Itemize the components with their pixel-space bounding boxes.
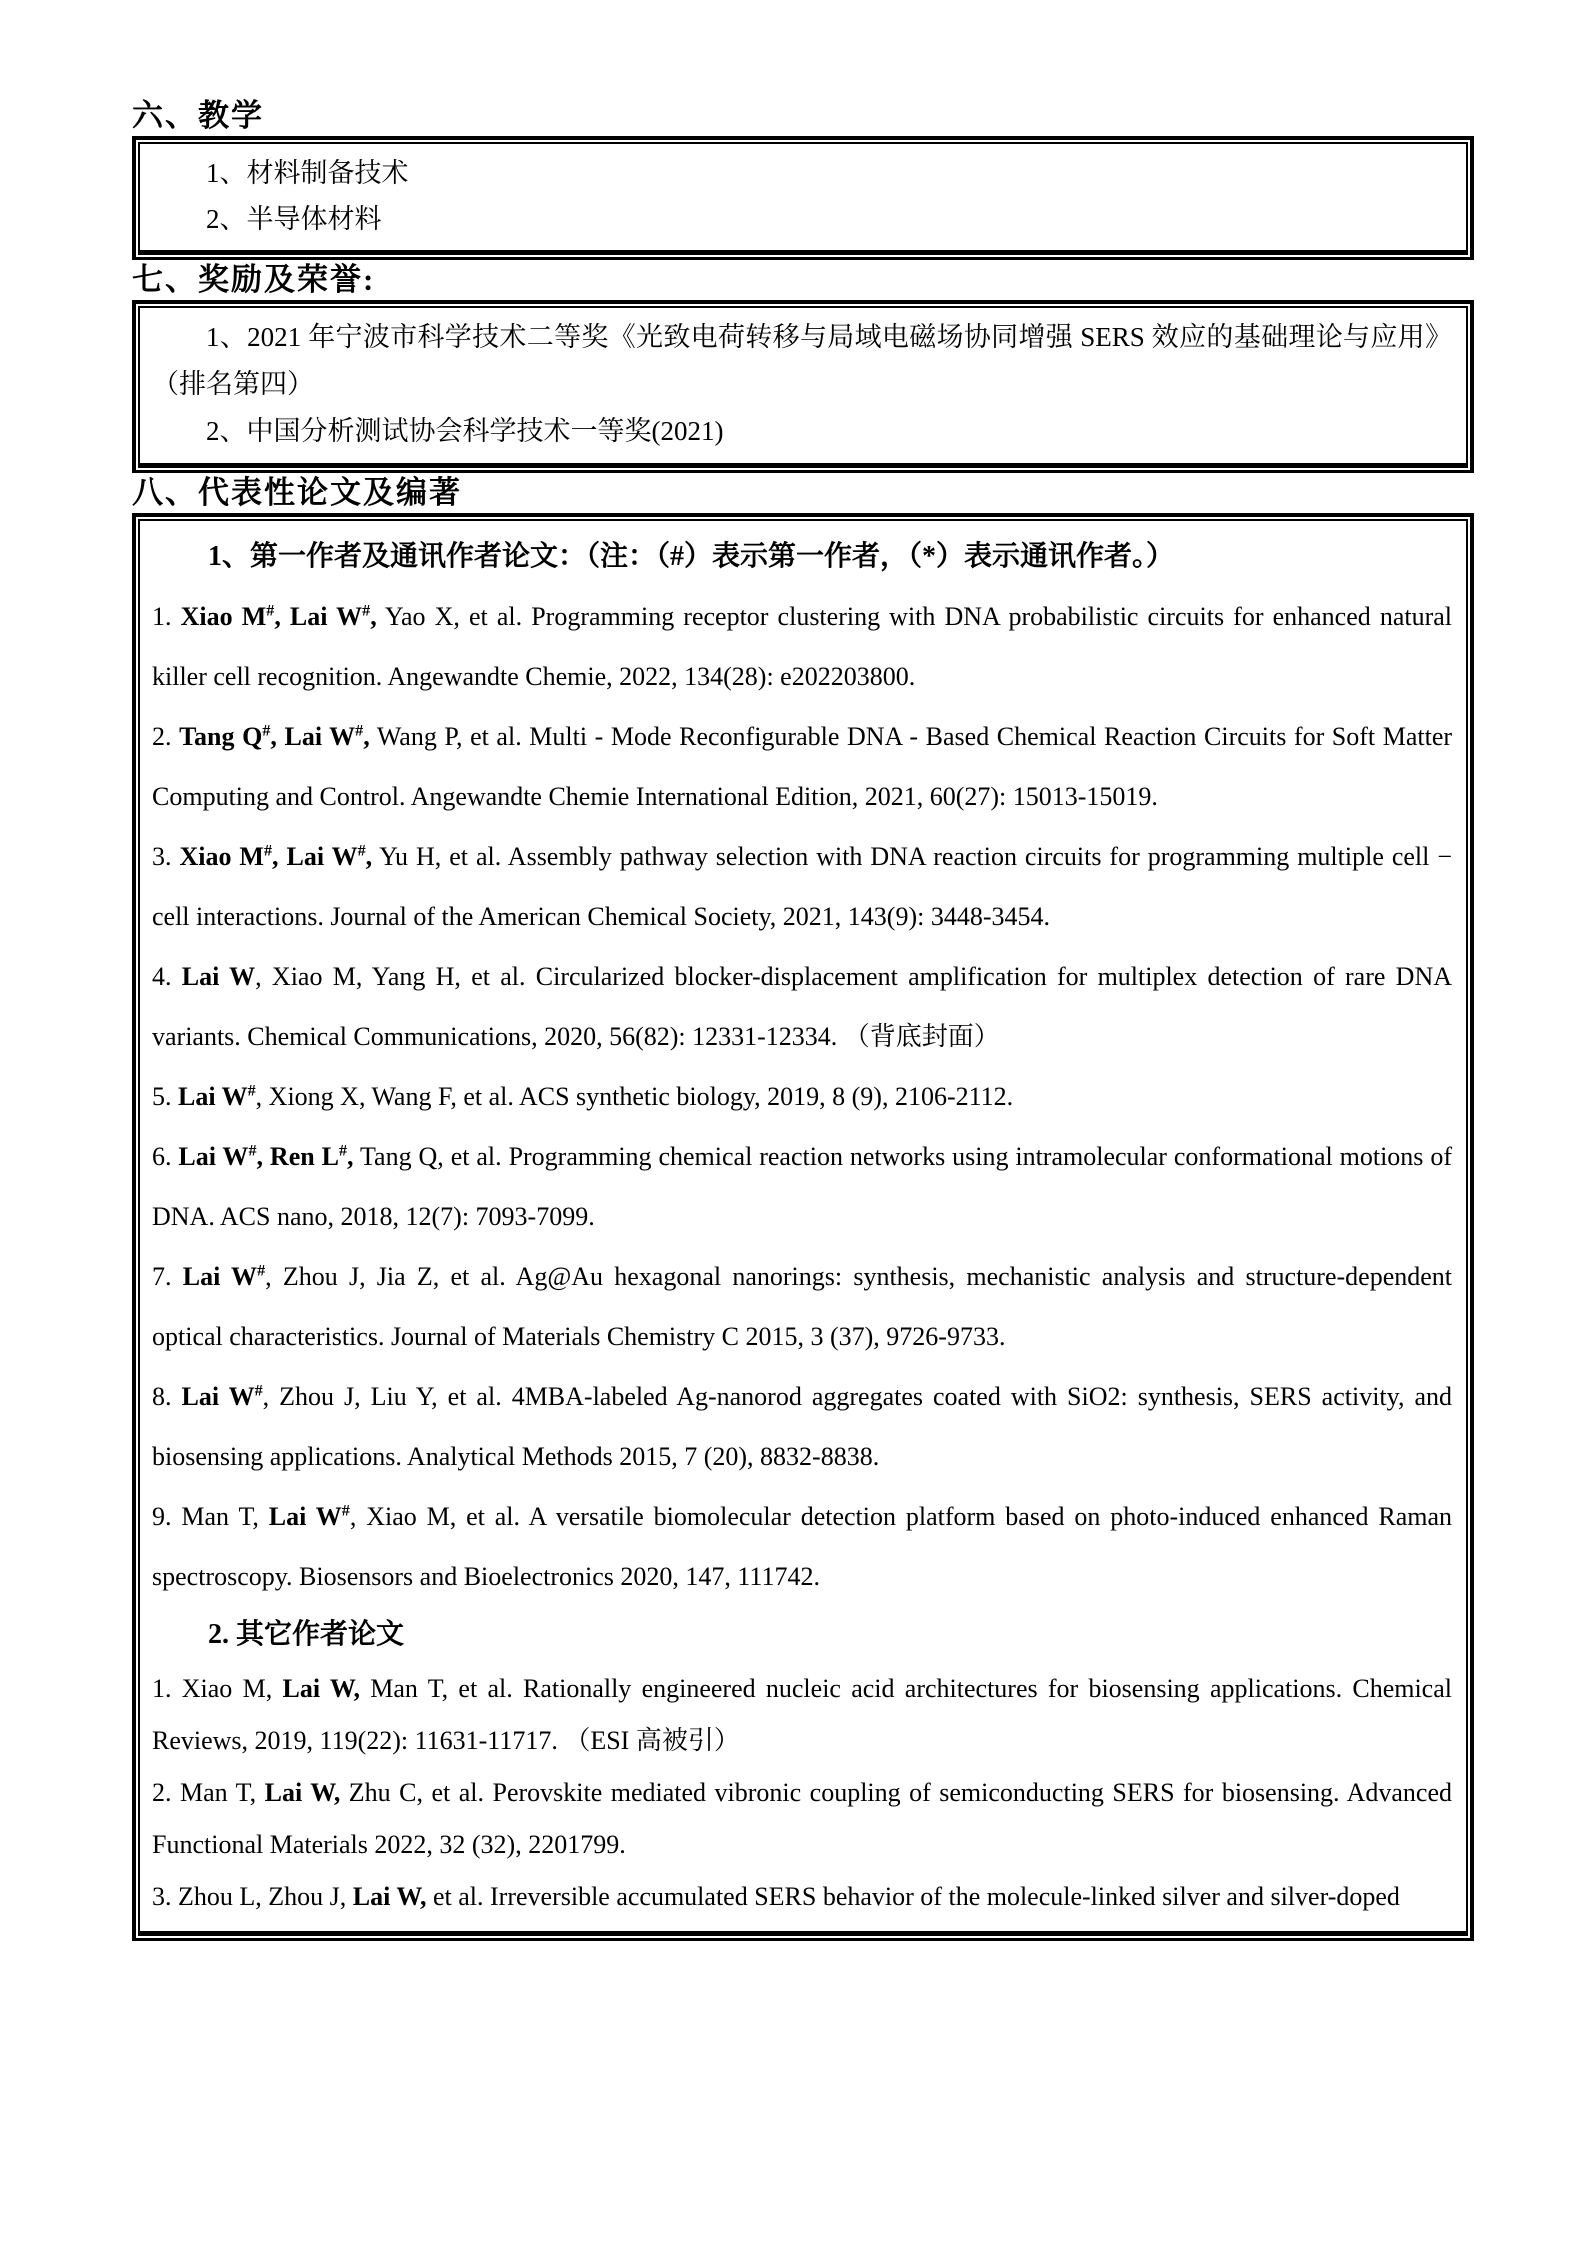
author-name: Xiao M: [180, 602, 267, 631]
text-segment: Yao X, et al. Programming receptor clustering with DNA probabilistic circuits for enhanced natural killer cell recognition. Angewandte Chemie, 2022, 134(28): e202203800.: [152, 602, 1453, 691]
author-name: ,: [256, 1142, 270, 1171]
text-segment: , Zhou J, Liu Y, et al. 4MBA-labeled Ag-nanorod aggregates coated with SiO2: synthesis, SERS activity, and biosensing applications. Analytical Methods 2015, 7 (20), 8832-8838.: [152, 1382, 1452, 1471]
author-name: ,: [419, 1882, 427, 1911]
award-item: 1、2021 年宁波市科学技术二等奖《光致电荷转移与局域电磁场协同增强 SERS 效应的基础理论与应用》（排名第四）: [152, 322, 1452, 399]
teaching-box-inner: [138, 142, 1468, 255]
text-segment: 8.: [152, 1382, 182, 1411]
author-name: Lai W: [268, 1502, 342, 1531]
section-publications-heading: 八、代表性论文及编著: [132, 475, 462, 510]
superscript-marker: #: [254, 1382, 263, 1400]
superscript-marker: #: [257, 1262, 266, 1280]
author-name: ,: [272, 842, 287, 871]
publication-item: [152, 1767, 1452, 1871]
superscript-marker: #: [266, 602, 275, 620]
author-name: ,: [333, 1778, 341, 1807]
text-segment: , Xiong X, Wang F, et al. ACS synthetic biology, 2019, 8 (9), 2106-2112.: [255, 1082, 1014, 1111]
author-name: Lai W: [282, 1674, 354, 1703]
text-segment: , Zhou J, Jia Z, et al. Ag@Au hexagonal nanorings: synthesis, mechanistic analysis and structure-dependent optical characteristics. Journal of Materials Chemistry C 2015, 3 (37), 9726-9733.: [152, 1262, 1452, 1351]
text-segment: Man T, et al. Rationally engineered nucleic acid architectures for biosensing applications. Chemical Reviews, 2019, 119(22): 11631-11717. （ESI 高被引）: [152, 1674, 1452, 1755]
text-segment: 9. Man T,: [152, 1502, 269, 1531]
publication-item: [152, 1127, 1452, 1247]
publication-item: [152, 1367, 1452, 1487]
text-segment: Yu H, et al. Assembly pathway selection with DNA reaction circuits for programming multiple cell − cell interactions. Journal of the American Chemical Society, 2021, 143(9): 3448-3454.: [152, 842, 1452, 931]
award-item: 2、中国分析测试协会科学技术一等奖(2021): [206, 416, 724, 446]
teaching-item: 2、半导体材料: [206, 204, 382, 234]
text-segment: Wang P, et al. Multi ‐ Mode Reconfigurable DNA ‐ Based Chemical Reaction Circuits for Soft Matter Computing and Control. Angewandte Chemie International Edition, 2021, 60(27): 15013-15019.: [152, 722, 1453, 811]
superscript-marker: #: [355, 722, 364, 740]
text-segment: 1. Xiao M,: [152, 1674, 283, 1703]
superscript-marker: #: [262, 722, 271, 740]
publications-box: [132, 513, 1474, 1941]
author-name: Lai W: [181, 1382, 255, 1411]
author-name: Xiao M: [179, 842, 264, 871]
author-name: ,: [365, 842, 373, 871]
author-name: ,: [347, 1142, 354, 1171]
author-name: Lai W: [178, 1142, 249, 1171]
text-segment: 3.: [152, 842, 180, 871]
author-name: Lai W: [182, 1262, 258, 1291]
author-name: Lai W: [264, 1778, 334, 1807]
text-segment: 3. Zhou L, Zhou J,: [152, 1882, 353, 1911]
first-author-section-header: 1、第一作者及通讯作者论文：（注：（#）表示第一作者，（*）表示通讯作者。）: [208, 541, 1175, 572]
author-name: Lai W: [178, 1082, 248, 1111]
author-name: Lai W: [352, 1882, 420, 1911]
publication-item: [152, 587, 1452, 707]
author-name: ,: [363, 722, 370, 751]
superscript-marker: #: [338, 1142, 348, 1160]
author-name: ,: [353, 1674, 360, 1703]
awards-box: [132, 300, 1474, 473]
author-name: Ren L: [269, 1142, 339, 1171]
text-segment: 2. Man T,: [152, 1778, 265, 1807]
superscript-marker: #: [247, 1082, 256, 1100]
publication-item: [152, 1487, 1452, 1607]
author-name: Lai W: [286, 842, 358, 871]
text-segment: 5.: [152, 1082, 178, 1111]
other-author-publication-list: [152, 1663, 1452, 1923]
text-segment: 6.: [152, 1142, 179, 1171]
author-name: Lai W: [181, 962, 256, 991]
publication-item: [152, 707, 1452, 827]
author-name: ,: [370, 602, 377, 631]
text-segment: Tang Q, et al. Programming chemical reaction networks using intramolecular conformational motions of DNA. ACS nano, 2018, 12(7): 7093-7099.: [152, 1142, 1452, 1231]
text-segment: Zhu C, et al. Perovskite mediated vibronic coupling of semiconducting SERS for biosensing. Advanced Functional Materials 2022, 32 (32), 2201799.: [152, 1778, 1453, 1859]
superscript-marker: #: [248, 1142, 257, 1160]
publication-item: [152, 827, 1452, 947]
publication-item: [152, 1067, 1452, 1127]
awards-box-inner: [138, 306, 1468, 468]
superscript-marker: #: [357, 842, 366, 860]
text-segment: 1.: [152, 602, 181, 631]
author-name: Lai W: [284, 722, 356, 751]
text-segment: 4.: [152, 962, 182, 991]
superscript-marker: #: [341, 1502, 350, 1520]
publication-item: [152, 1663, 1452, 1767]
publication-item: [152, 947, 1452, 1067]
author-name: Lai W: [289, 602, 363, 631]
publication-item: [152, 1871, 1452, 1923]
teaching-item: 1、材料制备技术: [206, 158, 409, 188]
publication-item: [152, 1247, 1452, 1367]
section-teaching-heading: 六、教学: [132, 98, 264, 133]
author-name: Tang Q: [179, 722, 263, 751]
text-segment: , Xiao M, et al. A versatile biomolecular detection platform based on photo-induced enhanced Raman spectroscopy. Biosensors and Bioelectronics 2020, 147, 111742.: [152, 1502, 1452, 1591]
superscript-marker: #: [362, 602, 371, 620]
author-name: ,: [270, 722, 285, 751]
text-segment: et al. Irreversible accumulated SERS behavior of the molecule-linked silver and silver-doped: [426, 1882, 1400, 1911]
publications-box-inner: [138, 519, 1468, 1936]
first-author-publication-list: [152, 587, 1452, 1607]
text-segment: , Xiao M, Yang H, et al. Circularized blocker-displacement amplification for multiplex detection of rare DNA variants. Chemical Communications, 2020, 56(82): 12331-12334. （背底封面）: [152, 962, 1452, 1051]
superscript-marker: #: [263, 842, 273, 860]
text-segment: 7.: [152, 1262, 183, 1291]
teaching-box: [132, 136, 1474, 260]
section-awards-heading: 七、奖励及荣誉:: [132, 262, 376, 297]
author-name: ,: [274, 602, 290, 631]
text-segment: 2.: [152, 722, 180, 751]
other-author-section-header: 2. 其它作者论文: [208, 1619, 405, 1650]
